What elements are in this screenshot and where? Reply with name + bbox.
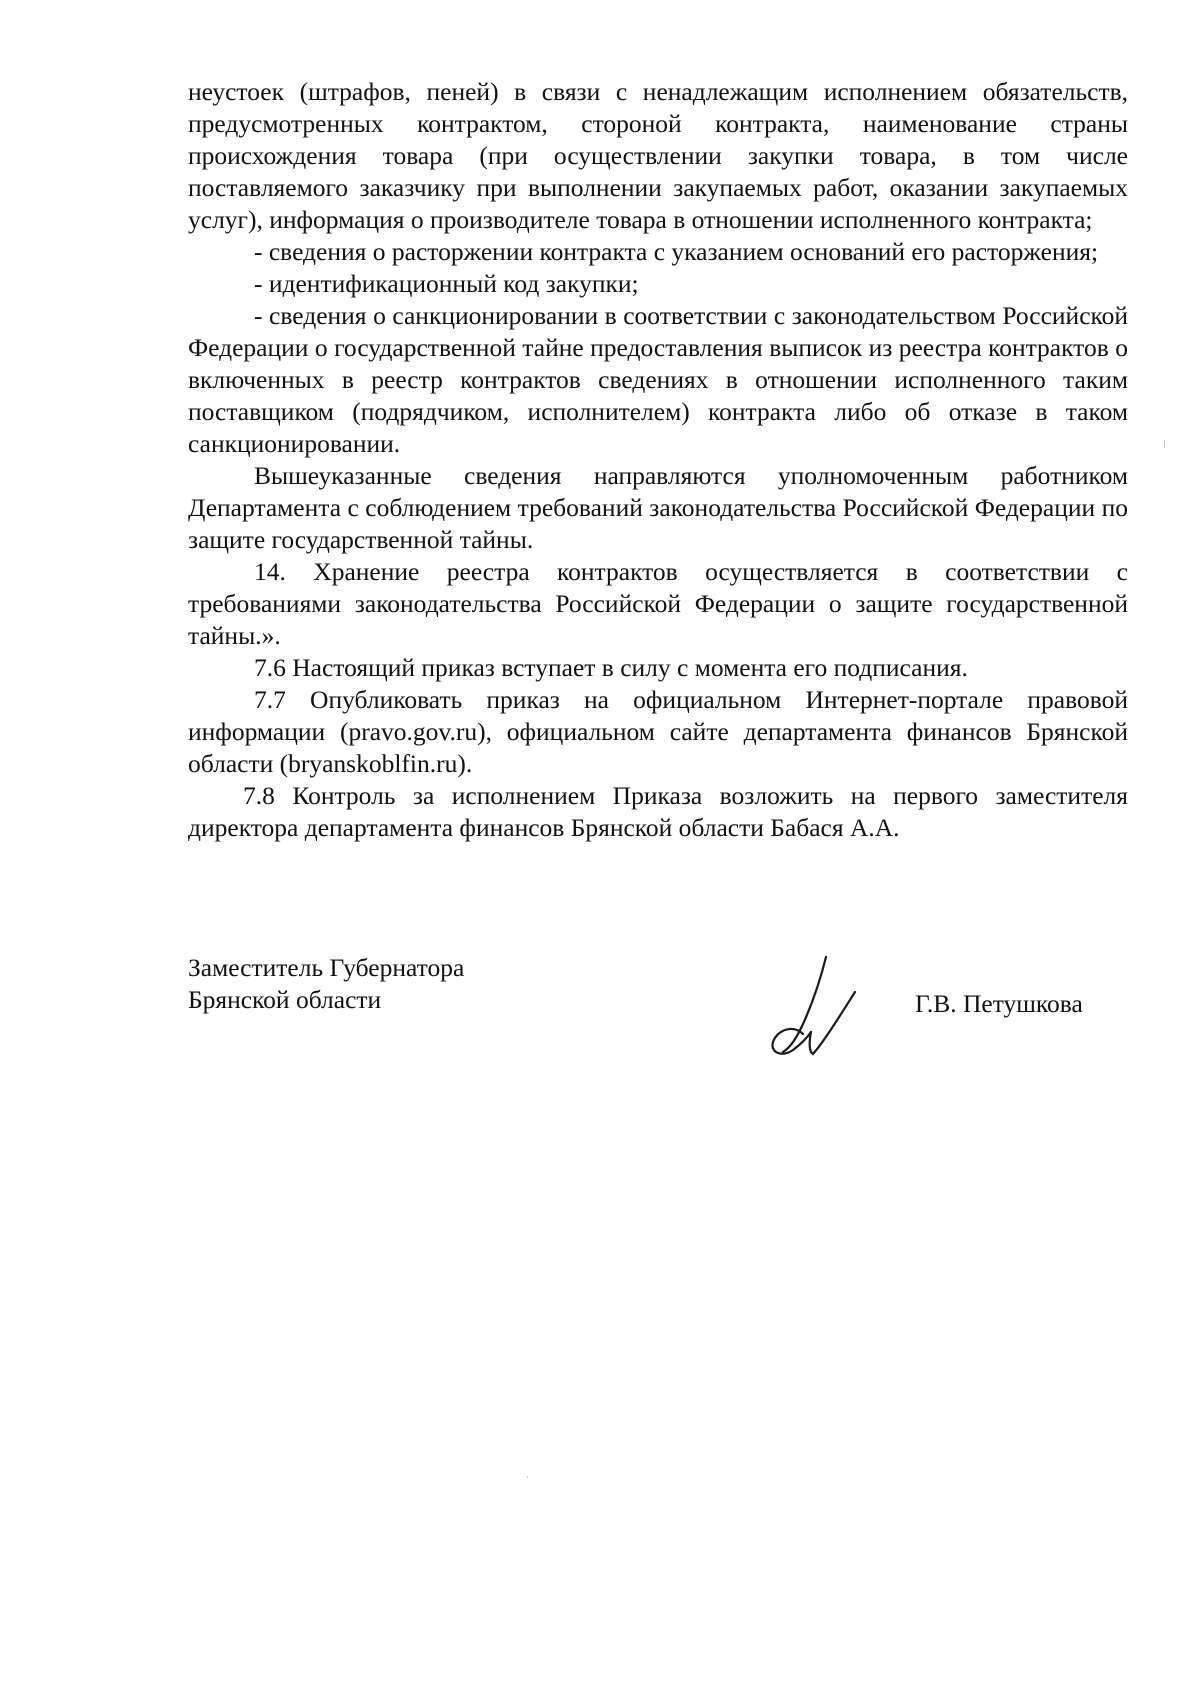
paragraph-authorized-employee: Вышеуказанные сведения направляются уполномоченным работником Департамента с соблюдением требований законодательства Российской Федерации по защите государственной тайны. [188,461,1128,554]
signatory-name: Г.В. Петушкова [915,989,1083,1018]
handwritten-signature [763,952,863,1062]
paragraph-termination: - сведения о расторжении контракта с указанием оснований его расторжения; [254,237,1099,266]
paragraph-14-storage: 14. Хранение реестра контрактов осуществляется в соответствии с требованиями законодательства Российской Федерации о защите государственной тайны.». [188,557,1128,650]
scan-speck [527,1476,528,1478]
paragraph-7-8: 7.8 Контроль за исполнением Приказа возложить на первого заместителя директора департамента финансов Брянской области Бабася А.А. [188,781,1128,842]
signatory-title [188,952,464,1016]
scan-speck [1164,440,1165,448]
signatory-title-line2: Брянской области [188,985,382,1014]
paragraph-purchase-code: - идентификационный код закупки; [254,269,639,298]
paragraph-penalties: неустоек (штрафов, пеней) в связи с ненадлежащим исполнением обязательств, предусмотренных контрактом, стороной контракта, наименование страны происхождения товара (при осуществлении закупки товара, в том числе поставляемого заказчику при выполнении закупаемых работ, оказании закупаемых услуг), информация о производителе товара в отношении исполненного контракта; [188,77,1128,234]
paragraph-7-7: 7.7 Опубликовать приказ на официальном Интернет-портале правовой информации (pravo.gov.ru), официальном сайте департамента финансов Брянской области (bryanskoblfin.ru). [188,685,1128,778]
signature-block [188,952,1128,1072]
document-body [188,76,1128,844]
paragraph-sanction: - сведения о санкционировании в соответствии с законодательством Российской Федерации о государственной тайне предоставления выписок из реестра контрактов о включенных в реестр контрактов сведениях в отношении исполненного таким поставщиком (подрядчиком, исполнителем) контракта либо об отказе в таком санкционировании. [188,301,1128,458]
signatory-title-line1: Заместитель Губернатора [188,953,465,982]
paragraph-7-6: 7.6 Настоящий приказ вступает в силу с момента его подписания. [254,653,968,682]
